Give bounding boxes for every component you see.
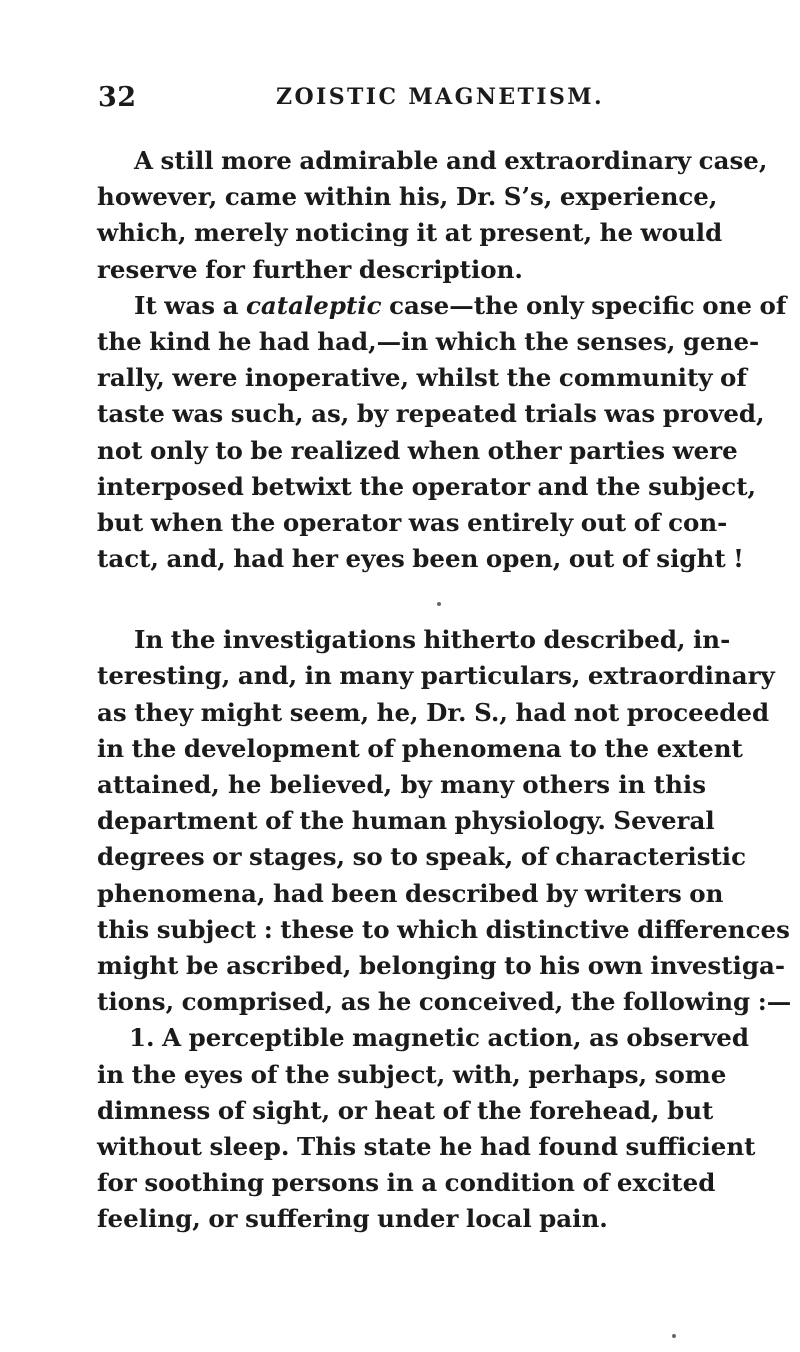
text-line: rally, were inoperative, whilst the community of xyxy=(97,363,747,393)
text-line: A still more admirable and extraordinary case, xyxy=(134,146,768,175)
text-line: taste was such, as, by repeated trials was proved, xyxy=(97,399,765,429)
text-line: the kind he had had,—in which the senses, gene- xyxy=(97,326,760,356)
paragraph-gap xyxy=(97,577,706,622)
text-line: which, merely noticing it at present, he would xyxy=(97,218,723,248)
text-line: interposed betwixt the operator and the subject, xyxy=(97,471,757,501)
emphasis-cataleptic: cataleptic xyxy=(246,290,382,320)
text-line: feeling, or suffering under local pain. xyxy=(97,1204,608,1234)
text-line: in the eyes of the subject, with, perhaps, some xyxy=(97,1059,727,1089)
text-line: might be ascribed, belonging to his own investiga- xyxy=(97,950,786,980)
text-line: degrees or stages, so to speak, of characteristic xyxy=(97,842,747,872)
text-line: however, came within his, Dr. S’s, experience, xyxy=(97,182,718,212)
scan-speck xyxy=(672,1334,676,1338)
text-line xyxy=(97,288,787,324)
page-number: 32 xyxy=(98,82,137,113)
text-line: but when the operator was entirely out of con- xyxy=(97,507,728,537)
text-line: this subject : these to which distinctive differences xyxy=(97,914,790,944)
text-line: reserve for further description. xyxy=(97,254,523,284)
text-line: tact, and, had her eyes been open, out of sight ! xyxy=(97,544,744,574)
text-line: in the development of phenomena to the extent xyxy=(97,733,743,763)
text-line: teresting, and, in many particulars, extraordinary xyxy=(97,661,775,691)
text-line: tions, comprised, as he conceived, the following :— xyxy=(97,987,792,1017)
scan-speck xyxy=(437,602,441,606)
body-text xyxy=(97,143,792,1237)
text-run: It was a xyxy=(134,290,246,320)
text-line: In the investigations hitherto described, in- xyxy=(134,625,731,655)
text-line: dimness of sight, or heat of the forehead, but xyxy=(97,1095,714,1125)
text-line: attained, he believed, by many others in this xyxy=(97,770,706,799)
text-line: as they might seem, he, Dr. S., had not proceeded xyxy=(97,697,770,727)
text-run: case—the only specific one of xyxy=(381,290,787,320)
text-line: not only to be realized when other parties were xyxy=(97,435,738,465)
running-head: ZOISTIC MAGNETISM. xyxy=(276,84,605,110)
text-line: for soothing persons in a condition of excited xyxy=(97,1168,716,1198)
text-line: without sleep. This state he had found sufficient xyxy=(97,1131,756,1161)
text-line: phenomena, had been described by writers on xyxy=(97,878,724,908)
text-line: 1. A perceptible magnetic action, as observed xyxy=(129,1023,750,1053)
text-line: department of the human physiology. Several xyxy=(97,806,715,836)
page-header xyxy=(98,82,704,118)
